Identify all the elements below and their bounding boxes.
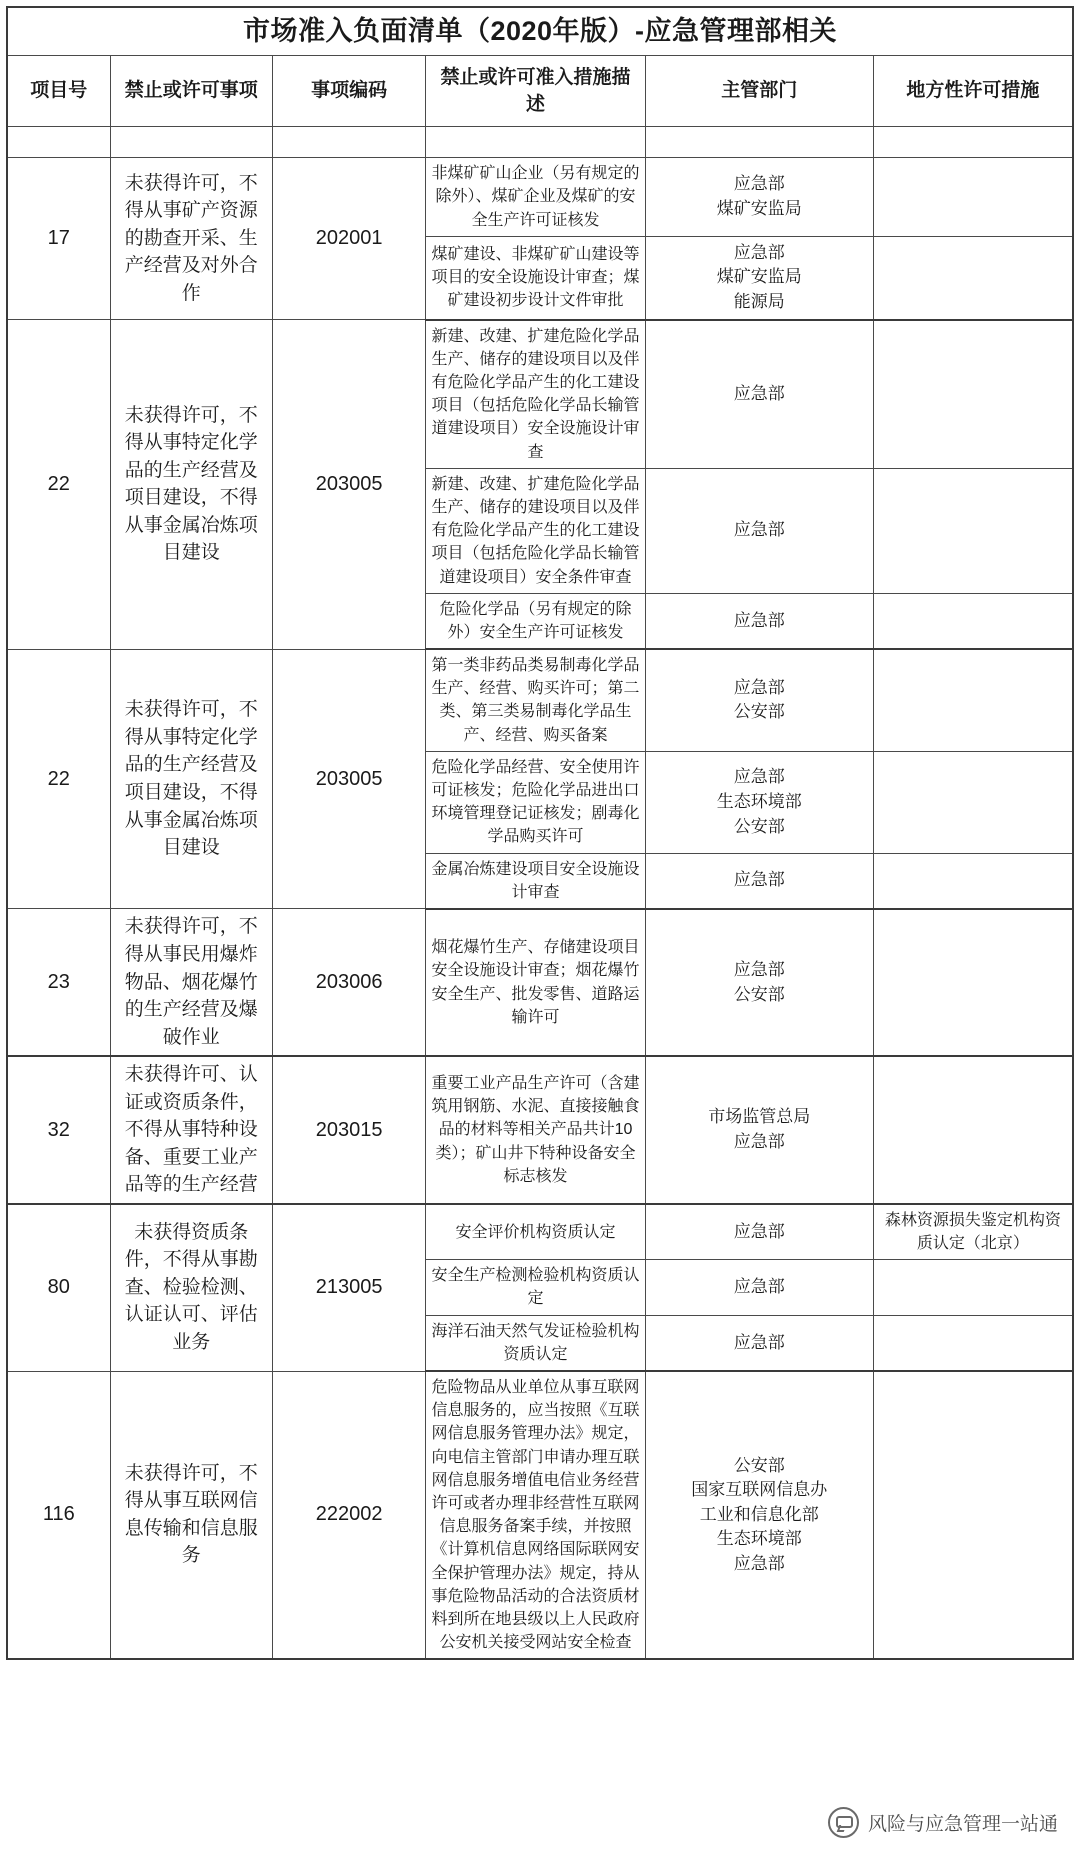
table-header-row [7, 56, 1073, 127]
cell-item-code: 203006 [272, 909, 426, 1056]
document-title: 市场准入负面清单（2020年版）-应急管理部相关 [7, 7, 1073, 56]
cell-measure-desc: 危险化学品（另有规定的除外）安全生产许可证核发 [426, 593, 645, 649]
cell-authority: 应急部 [645, 1315, 873, 1371]
cell-local-measure [873, 1056, 1073, 1204]
cell-item-name: 未获得许可，不得从事民用爆炸物品、烟花爆竹的生产经营及爆破作业 [110, 909, 272, 1056]
cell-measure-desc: 安全评价机构资质认定 [426, 1204, 645, 1260]
negative-list-table [6, 6, 1074, 1660]
watermark [828, 1807, 1058, 1838]
wechat-icon [828, 1807, 859, 1838]
cell-authority: 应急部 公安部 [645, 909, 873, 1056]
cell-measure-desc: 煤矿建设、非煤矿矿山建设等项目的安全设施设计审查；煤矿建设初步设计文件审批 [426, 236, 645, 319]
cell-item-name: 未获得许可，不得从事矿产资源的勘查开采、生产经营及对外合作 [110, 158, 272, 320]
table-row [7, 320, 1073, 469]
cell-item-no: 22 [7, 649, 110, 909]
column-header-code: 事项编码 [272, 56, 426, 127]
table-row [7, 1056, 1073, 1204]
spacer-cell [272, 127, 426, 158]
cell-authority: 应急部 [645, 1204, 873, 1260]
spacer-cell [7, 127, 110, 158]
cell-measure-desc: 金属冶炼建设项目安全设施设计审查 [426, 853, 645, 909]
cell-item-code: 203005 [272, 320, 426, 649]
spacer-cell [110, 127, 272, 158]
cell-item-name: 未获得许可，不得从事特定化学品的生产经营及项目建设，不得从事金属冶炼项目建设 [110, 320, 272, 649]
cell-local-measure [873, 853, 1073, 909]
cell-measure-desc: 危险化学品经营、安全使用许可证核发；危险化学品进出口环境管理登记证核发；剧毒化学品购买许可 [426, 751, 645, 853]
cell-measure-desc: 非煤矿矿山企业（另有规定的除外）、煤矿企业及煤矿的安全生产许可证核发 [426, 158, 645, 237]
cell-local-measure [873, 593, 1073, 649]
cell-item-name: 未获得许可，不得从事互联网信息传输和信息服务 [110, 1371, 272, 1659]
cell-local-measure [873, 236, 1073, 319]
cell-measure-desc: 重要工业产品生产许可（含建筑用钢筋、水泥、直接接触食品的材料等相关产品共计10类）；矿山井下特种设备安全标志核发 [426, 1056, 645, 1204]
cell-item-code: 222002 [272, 1371, 426, 1659]
cell-local-measure: 森林资源损失鉴定机构资质认定（北京） [873, 1204, 1073, 1260]
cell-local-measure [873, 468, 1073, 593]
cell-authority: 应急部 [645, 853, 873, 909]
cell-authority: 应急部 煤矿安监局 [645, 158, 873, 237]
cell-item-code: 213005 [272, 1204, 426, 1371]
column-header-dept: 主管部门 [645, 56, 873, 127]
cell-local-measure [873, 158, 1073, 237]
cell-item-name: 未获得许可，不得从事特定化学品的生产经营及项目建设，不得从事金属冶炼项目建设 [110, 649, 272, 909]
cell-item-no: 116 [7, 1371, 110, 1659]
table-row [7, 158, 1073, 237]
cell-local-measure [873, 649, 1073, 751]
cell-item-name: 未获得资质条件，不得从事勘查、检验检测、认证认可、评估业务 [110, 1204, 272, 1371]
column-header-no: 项目号 [7, 56, 110, 127]
cell-local-measure [873, 1371, 1073, 1659]
cell-measure-desc: 安全生产检测检验机构资质认定 [426, 1260, 645, 1315]
table-row [7, 909, 1073, 1056]
cell-measure-desc: 危险物品从业单位从事互联网信息服务的，应当按照《互联网信息服务管理办法》规定，向电信主管部门申请办理互联网信息服务增值电信业务经营许可或者办理非经营性互联网信息服务备案手续，并按照《计算机信息网络国际联网安全保护管理办法》规定，持从事危险物品活动的合法资质材料到所在地县级以上人民政府公安机关接受网站安全检查 [426, 1371, 645, 1659]
cell-item-name: 未获得许可、认证或资质条件，不得从事特种设备、重要工业产品等的生产经营 [110, 1056, 272, 1204]
cell-local-measure [873, 320, 1073, 469]
cell-item-no: 23 [7, 909, 110, 1056]
cell-authority: 应急部 [645, 593, 873, 649]
cell-item-no: 17 [7, 158, 110, 320]
spacer-row [7, 127, 1073, 158]
cell-measure-desc: 第一类非药品类易制毒化学品生产、经营、购买许可；第二类、第三类易制毒化学品生产、经营、购买备案 [426, 649, 645, 751]
spacer-cell [645, 127, 873, 158]
spacer-cell [873, 127, 1073, 158]
column-header-item: 禁止或许可事项 [110, 56, 272, 127]
cell-authority: 应急部 公安部 [645, 649, 873, 751]
cell-authority: 公安部 国家互联网信息办 工业和信息化部 生态环境部 应急部 [645, 1371, 873, 1659]
cell-authority: 应急部 生态环境部 公安部 [645, 751, 873, 853]
table-row [7, 1204, 1073, 1260]
cell-local-measure [873, 1260, 1073, 1315]
spacer-cell [426, 127, 645, 158]
cell-measure-desc: 新建、改建、扩建危险化学品生产、储存的建设项目以及伴有危险化学品产生的化工建设项目（包括危险化学品长输管道建设项目）安全条件审查 [426, 468, 645, 593]
cell-local-measure [873, 751, 1073, 853]
cell-item-no: 22 [7, 320, 110, 649]
cell-item-code: 203015 [272, 1056, 426, 1204]
watermark-label: 风险与应急管理一站通 [867, 1814, 1058, 1835]
table-row [7, 1371, 1073, 1659]
cell-item-code: 203005 [272, 649, 426, 909]
cell-measure-desc: 烟花爆竹生产、存储建设项目安全设施设计审查；烟花爆竹安全生产、批发零售、道路运输许可 [426, 909, 645, 1056]
table-body [7, 7, 1073, 1659]
cell-authority: 应急部 [645, 320, 873, 469]
cell-item-no: 80 [7, 1204, 110, 1371]
column-header-desc: 禁止或许可准入措施描述 [426, 56, 645, 127]
column-header-local: 地方性许可措施 [873, 56, 1073, 127]
title-row [7, 7, 1073, 56]
cell-authority: 应急部 [645, 468, 873, 593]
cell-measure-desc: 新建、改建、扩建危险化学品生产、储存的建设项目以及伴有危险化学品产生的化工建设项目（包括危险化学品长输管道建设项目）安全设施设计审查 [426, 320, 645, 469]
cell-item-code: 202001 [272, 158, 426, 320]
table-row [7, 649, 1073, 751]
cell-measure-desc: 海洋石油天然气发证检验机构资质认定 [426, 1315, 645, 1371]
cell-local-measure [873, 909, 1073, 1056]
cell-local-measure [873, 1315, 1073, 1371]
cell-authority: 应急部 煤矿安监局 能源局 [645, 236, 873, 319]
cell-authority: 应急部 [645, 1260, 873, 1315]
cell-authority: 市场监管总局 应急部 [645, 1056, 873, 1204]
cell-item-no: 32 [7, 1056, 110, 1204]
